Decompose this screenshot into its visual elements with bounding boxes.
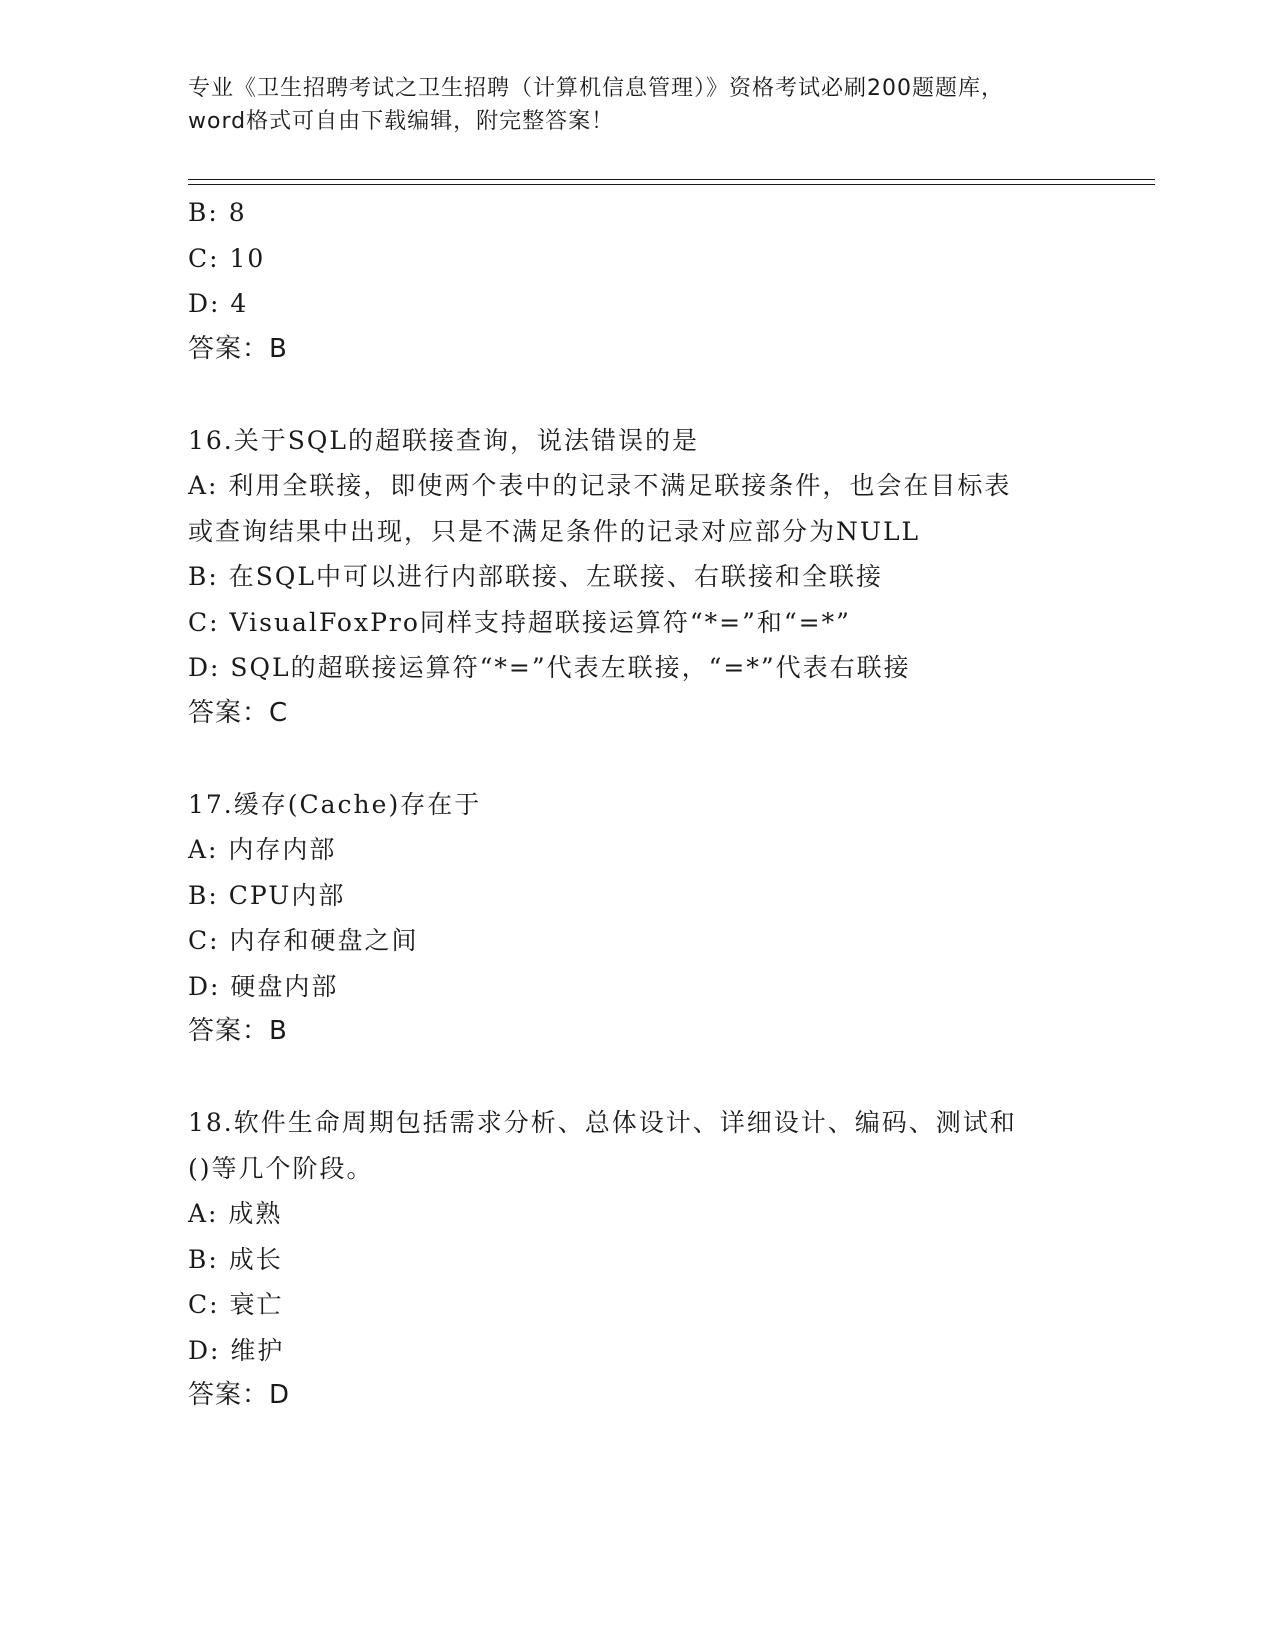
option-d: D: 4 xyxy=(188,289,249,318)
question-list xyxy=(188,190,1088,1419)
question-stem: 16.关于SQL的超联接查询，说法错误的是 xyxy=(188,425,699,455)
spacer xyxy=(188,372,1088,418)
option-d: D: 维护 xyxy=(188,1335,285,1365)
option-a: A: 内存内部 xyxy=(188,835,337,864)
header-divider-top xyxy=(188,179,1155,180)
header-divider-bottom xyxy=(188,184,1155,185)
header-title-line-1: 专业《卫生招聘考试之卫生招聘（计算机信息管理）》资格考试必刷200题题库， xyxy=(188,76,1004,101)
option-a-continued: 或查询结果中出现，只是不满足条件的记录对应部分为NULL xyxy=(188,516,921,546)
option-b: B: 8 xyxy=(188,198,247,227)
question-15-tail xyxy=(188,190,1088,372)
answer-line: 答案：D xyxy=(188,1380,291,1410)
option-b: B: 在SQL中可以进行内部联接、左联接、右联接和全联接 xyxy=(188,562,883,591)
answer-line: 答案：C xyxy=(188,697,289,728)
option-c: C: VisualFoxPro同样支持超联接运算符“*=”和“=*” xyxy=(188,607,851,637)
question-18 xyxy=(188,1100,1088,1419)
spacer xyxy=(188,736,1088,782)
spacer xyxy=(188,1055,1088,1101)
option-a: A: 成熟 xyxy=(188,1199,283,1228)
answer-line: 答案：B xyxy=(188,333,288,364)
header-title-line-2: word格式可自由下载编辑，附完整答案！ xyxy=(188,109,615,134)
question-16 xyxy=(188,418,1088,737)
option-b: B: CPU内部 xyxy=(188,880,346,910)
option-c: C: 内存和硬盘之间 xyxy=(188,926,419,955)
question-stem-continued: ()等几个阶段。 xyxy=(188,1153,374,1183)
option-a: A: 利用全联接，即使两个表中的记录不满足联接条件，也会在目标表 xyxy=(188,471,1012,500)
option-d: D: 硬盘内部 xyxy=(188,971,339,1001)
option-c: C: 10 xyxy=(188,243,266,273)
answer-line: 答案：B xyxy=(188,1016,288,1046)
question-17 xyxy=(188,782,1088,1055)
question-stem: 17.缓存(Cache)存在于 xyxy=(188,789,482,819)
option-b: B: 成长 xyxy=(188,1244,283,1274)
option-c: C: 衰亡 xyxy=(188,1290,284,1319)
question-stem: 18.软件生命周期包括需求分析、总体设计、详细设计、编码、测试和 xyxy=(188,1108,1017,1137)
page-header xyxy=(188,72,1088,138)
option-d: D: SQL的超联接运算符“*=”代表左联接，“=*”代表右联接 xyxy=(188,653,911,682)
